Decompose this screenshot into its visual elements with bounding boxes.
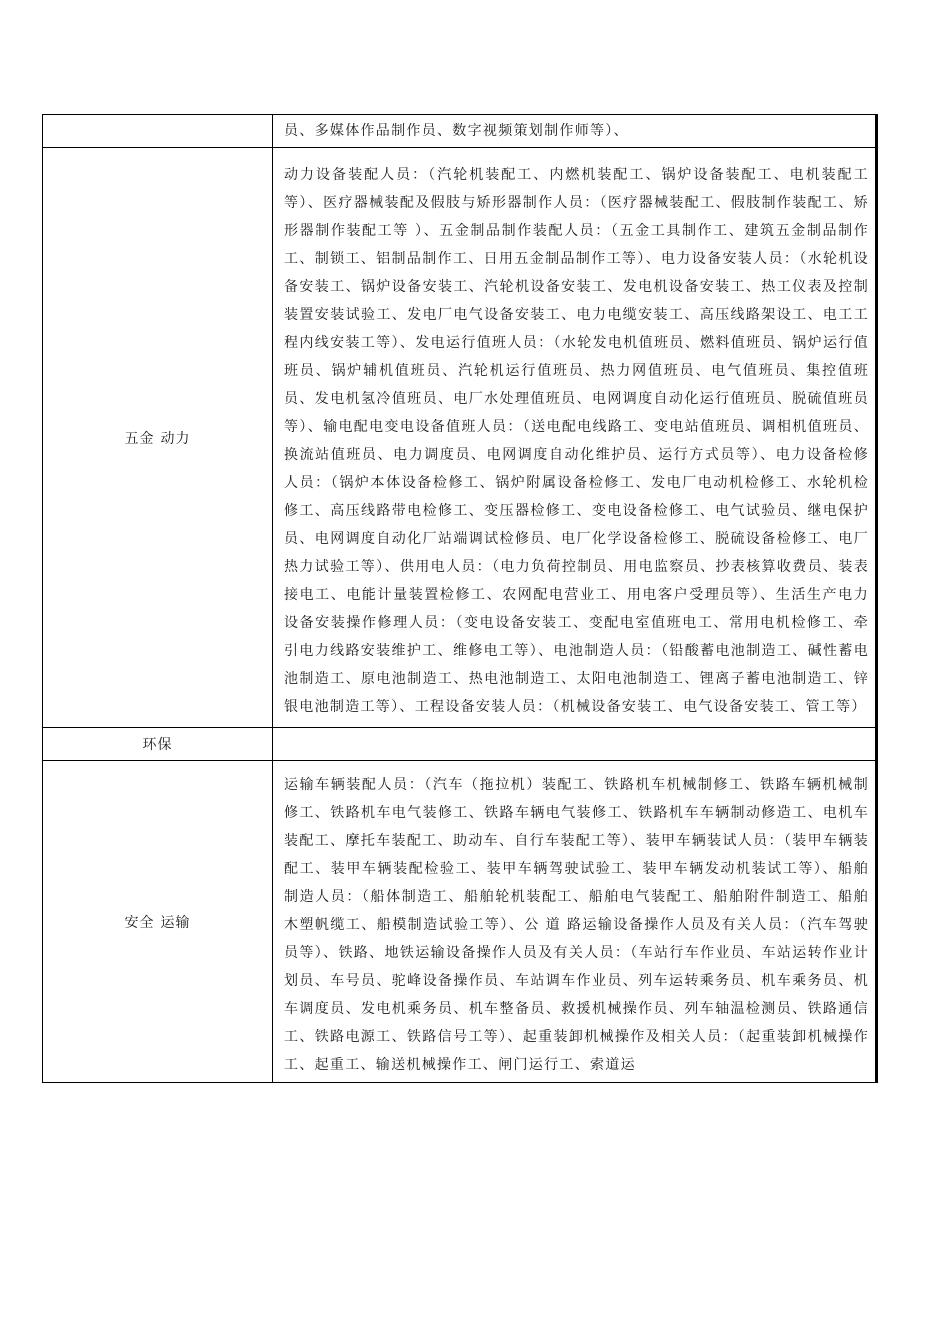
- category-cell: [43, 148, 273, 728]
- content-cell: 员、多媒体作品制作员、数字视频策划制作师等）、: [273, 115, 877, 148]
- content-cell: 动力设备装配人员：（汽轮机装配工、内燃机装配工、锅炉设备装配工、电机装配工等）、医疗器械装配及假肢与矫形器制作人员：（医疗器械装配工、假肢制作装配工、矫形器制作装配工等 ）、五金制品制作装配人员：（五金工具制作工、建筑五金制品制作工、制锁工、铝制品制作工、日用五金制品制作工等）、电力设备安装人员：（水轮机设备安装工、锅炉设备安装工、汽轮机设备安装工、发电机设备安装工、热工仪表及控制装置安装试验工、发电厂电气设备安装工、电力电缆安装工、高压线路架设工、电工工程内线安装工等）、发电运行值班人员：（水轮发电机值班员、燃料值班员、锅炉运行值班员、锅炉辅机值班员、汽轮机运行值班员、热力网值班员、电气值班员、集控值班员、发电机氢冷值班员、电厂水处理值班员、电网调度自动化运行值班员、脱硫值班员等）、输电配电变电设备值班人员：（送电配电线路工、变电站值班员、调相机值班员、换流站值班员、电力调度员、电网调度自动化维护员、运行方式员等）、电力设备检修人员：（锅炉本体设备检修工、锅炉附属设备检修工、发电厂电动机检修工、水轮机检修工、高压线路带电检修工、变压器检修工、变电设备检修工、电气试验员、继电保护员、电网调度自动化厂站端调试检修员、电厂化学设备检修工、脱硫设备检修工、电厂热力试验工等）、供用电人员：（电力负荷控制员、用电监察员、抄表核算收费员、装表接电工、电能计量装置检修工、农网配电营业工、用电客户受理员等）、生活生产电力设备安装操作修理人员：（变电设备安装工、变配电室值班电工、常用电机检修工、牵引电力线路安装维护工、维修电工等）、电池制造人员：（铅酸蓄电池制造工、碱性蓄电池制造工、原电池制造工、热电池制造工、太阳电池制造工、锂离子蓄电池制造工、锌银电池制造工等）、工程设备安装人员：（机械设备安装工、电气设备安装工、管工等）: [273, 148, 877, 728]
- table-row: [43, 115, 877, 148]
- content-cell: 运输车辆装配人员：（汽车（拖拉机）装配工、铁路机车机械制修工、铁路车辆机械制修工、铁路机车电气装修工、铁路车辆电气装修工、铁路机车车辆制动修造工、电机车装配工、摩托车装配工、助动车、自行车装配工等）、装甲车辆装试人员：（装甲车辆装配工、装甲车辆装配检验工、装甲车辆驾驶试验工、装甲车辆发动机装试工等）、船舶制造人员：（船体制造工、船舶轮机装配工、船舶电气装配工、船舶附件制造工、船舶木塑帆缆工、船模制造试验工等）、公 道 路运输设备操作人员及有关人员：（汽车驾驶员等）、铁路、地铁运输设备操作人员及有关人员：（车站行车作业员、车站运转作业计划员、车号员、驼峰设备操作员、车站调车作业员、列车运转乘务员、机车乘务员、机车调度员、发电机乘务员、机车整备员、救援机械操作员、列车轴温检测员、铁路通信工、铁路电源工、铁路信号工等）、起重装卸机械操作及相关人员：（起重装卸机械操作工、起重工、输送机械操作工、闸门运行工、索道运: [273, 761, 877, 1083]
- category-part: 运输: [160, 914, 191, 931]
- occupation-table: [42, 114, 878, 1083]
- table-row: [43, 761, 877, 1083]
- category-cell: 环保: [43, 728, 273, 761]
- table-row: [43, 148, 877, 728]
- table-row: [43, 728, 877, 761]
- category-label: [122, 912, 194, 932]
- category-part: 动力: [160, 430, 191, 447]
- category-cell: [43, 761, 273, 1083]
- category-cell: [43, 115, 273, 148]
- category-label: [122, 428, 194, 448]
- category-part: 安全: [124, 914, 155, 931]
- category-part: 五金: [124, 430, 155, 447]
- content-cell: [273, 728, 877, 761]
